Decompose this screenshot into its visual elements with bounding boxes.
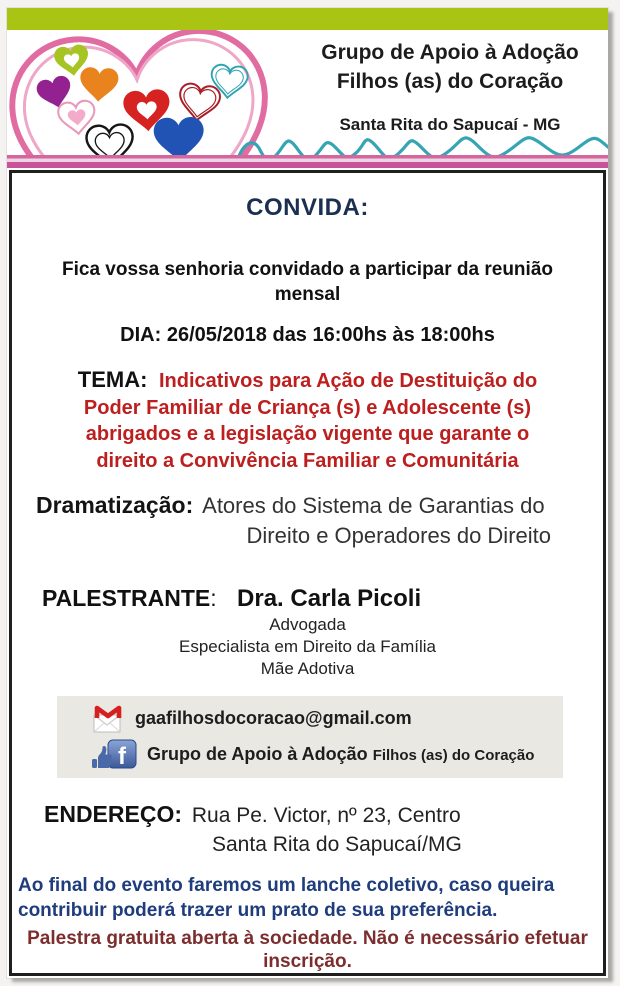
snack-note xyxy=(18,873,597,923)
header-text xyxy=(299,38,601,135)
free-admission-note xyxy=(16,927,599,973)
theme-line3: abrigados e a legislação vigente que garante o xyxy=(85,423,530,445)
credential-1: Advogada xyxy=(269,615,346,634)
speaker-name: Dra. Carla Picoli xyxy=(237,585,422,612)
green-accent-bar xyxy=(7,8,608,30)
credential-2: Especialista em Direito da Família xyxy=(179,637,436,656)
intro-text xyxy=(22,257,593,307)
wavy-line-icon xyxy=(239,138,608,155)
dark-red-heart-icon xyxy=(177,82,222,123)
theme-line4: direito a Convivência Familiar e Comunitária xyxy=(96,449,519,472)
intro-line1: Fica vossa senhoria convidado a participar da reunião xyxy=(62,259,553,280)
dramatization-label: Dramatização: xyxy=(36,492,194,518)
contact-box xyxy=(57,696,563,778)
credential-3: Mãe Adotiva xyxy=(260,659,355,678)
speaker-label: PALESTRANTE xyxy=(42,585,211,611)
address-block xyxy=(44,800,603,859)
free-admission-line2: inscrição. xyxy=(263,951,352,972)
facebook-page-name: Grupo de Apoio à Adoção Filhos (as) do Coração xyxy=(147,743,535,764)
org-name-line1: Grupo de Apoio à Adoção xyxy=(321,41,579,64)
gmail-envelope-icon xyxy=(91,704,125,734)
flyer-header xyxy=(7,30,608,155)
speaker-line xyxy=(42,583,603,614)
address-label: ENDEREÇO: xyxy=(44,801,183,827)
dramatization-line1: Dramatização: Atores do Sistema de Garantias do xyxy=(36,492,545,518)
theme-label: TEMA: xyxy=(77,367,148,392)
theme-line1: Indicativos para Ação de Destituição do xyxy=(158,370,538,392)
invitation-body xyxy=(9,170,606,976)
dramatization-line2: Direito e Operadores do Direito xyxy=(246,523,551,548)
flyer-sheet xyxy=(7,8,608,978)
snack-note-line1: Ao final do evento faremos um lanche coletivo, caso queira xyxy=(18,875,555,896)
theme-paragraph xyxy=(38,367,577,474)
email-address: gaafilhosdocoracao@gmail.com xyxy=(135,708,412,728)
blue-heart-icon xyxy=(153,117,204,155)
orange-heart-icon xyxy=(79,67,119,103)
facebook-row xyxy=(91,738,563,771)
pink-divider-bar xyxy=(7,155,608,168)
date-line: DIA: 26/05/2018 das 16:00hs às 18:00hs xyxy=(120,324,495,346)
invite-title: CONVIDA: xyxy=(246,194,369,221)
org-name-line2: Filhos (as) do Coração xyxy=(336,70,564,93)
intro-line2: mensal xyxy=(274,284,341,305)
email-row xyxy=(91,704,563,734)
speaker-credentials xyxy=(12,614,603,680)
black-heart-icon xyxy=(86,124,134,155)
theme-line2: Poder Familiar de Criança (s) e Adolescente (s) xyxy=(83,396,532,419)
address-line1: ENDEREÇO: Rua Pe. Victor, nº 23, Centro xyxy=(44,801,461,827)
facebook-like-icon xyxy=(91,738,137,771)
snack-note-line2: contribuir poderá trazer um prato de sua preferência. xyxy=(18,900,498,921)
address-line2: Santa Rita do Sapucaí/MG xyxy=(212,833,462,856)
svg-text:f: f xyxy=(118,742,126,770)
free-admission-line1: Palestra gratuita aberta à sociedade. Não é necessário efetuar xyxy=(27,928,588,949)
dramatization-paragraph xyxy=(36,490,579,551)
facebook-page-suffix: Filhos (as) do Coração xyxy=(372,746,535,764)
org-city: Santa Rita do Sapucaí - MG xyxy=(339,115,561,134)
speaker-separator: : xyxy=(210,585,217,611)
